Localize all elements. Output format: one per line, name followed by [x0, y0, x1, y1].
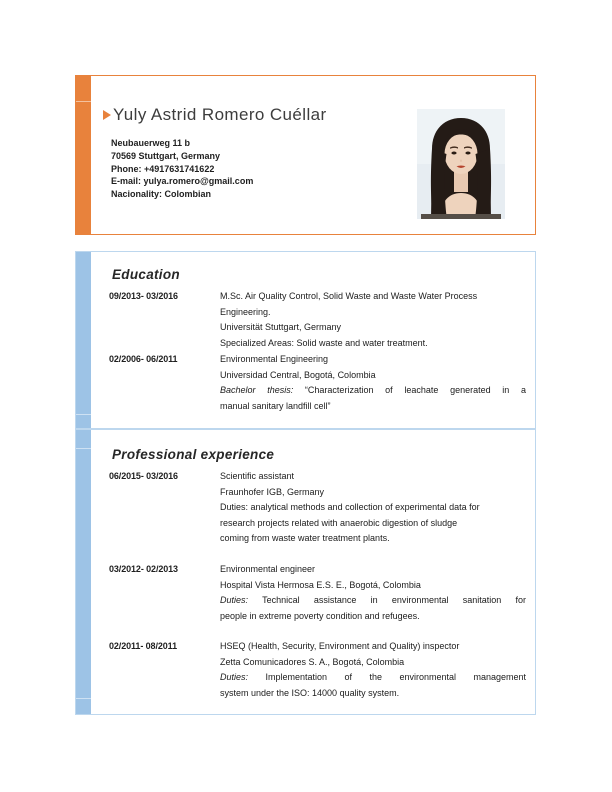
text-line: Environmental Engineering	[220, 354, 329, 364]
education-entry	[109, 289, 526, 351]
education-heading: Education	[112, 267, 180, 282]
experience-entry	[109, 562, 526, 624]
entry-date: 06/2015- 03/2016	[109, 471, 178, 481]
text-line: manual sanitary landfill cell”	[220, 400, 331, 411]
entry-details	[220, 289, 526, 351]
entry-date: 02/2006- 06/2011	[109, 354, 178, 364]
bar-seam	[76, 448, 91, 449]
address-line-2: 70569 Stuttgart, Germany	[111, 150, 221, 161]
education-accent-bar	[76, 252, 91, 428]
text-line: Universität Stuttgart, Germany	[220, 322, 342, 332]
text-line: Zetta Comunicadores S. A., Bogotá, Colombia	[220, 656, 405, 667]
experience-section	[75, 429, 536, 715]
text-line: Scientific assistant	[220, 471, 295, 481]
text-line: Duties: Implementation of the environmental management	[220, 672, 526, 682]
address-line-1: Neubauerweg 11 b	[111, 138, 191, 148]
text-line: system under the ISO: 14000 quality system.	[220, 687, 400, 698]
text-line: Duties: analytical methods and collection of experimental data for	[220, 502, 480, 512]
entry-details	[220, 639, 526, 701]
email-line: E-mail: yulya.romero@gmail.com	[111, 176, 254, 187]
text-line: Bachelor thesis: “Characterization of leachate generated in a	[220, 385, 526, 395]
bar-seam	[76, 414, 91, 415]
text-line: Specialized Areas: Solid waste and water treatment.	[220, 337, 428, 348]
contact-block	[111, 137, 253, 201]
education-section	[75, 251, 536, 429]
experience-entry	[109, 469, 526, 547]
phone-line: Phone: +4917631741622	[111, 163, 215, 174]
text-line: Fraunhofer IGB, Germany	[220, 486, 325, 497]
entry-details	[220, 562, 526, 624]
text-line: coming from waste water treatment plants.	[220, 533, 390, 543]
page-title: Yuly Astrid Romero Cuéllar	[113, 105, 327, 124]
text-line: HSEQ (Health, Security, Environment and Quality) inspector	[220, 641, 460, 651]
bar-seam	[76, 101, 91, 102]
text-line: Engineering.	[220, 306, 271, 317]
header-accent-bar	[76, 76, 91, 234]
header-box	[75, 75, 536, 235]
entry-date: 02/2011- 08/2011	[109, 641, 177, 651]
text-line: Environmental engineer	[220, 564, 316, 574]
text-line: Hospital Vista Hermosa E.S. E., Bogotá, Colombia	[220, 579, 421, 590]
entry-details	[220, 469, 526, 547]
experience-accent-bar	[76, 430, 91, 714]
entry-date: 03/2012- 02/2013	[109, 564, 178, 574]
text-line: people in extreme poverty condition and refugees.	[220, 610, 420, 621]
nationality-line: Nacionality: Colombian	[111, 189, 212, 200]
education-entry	[109, 352, 526, 414]
text-line: Universidad Central, Bogotá, Colombia	[220, 369, 376, 380]
right-triangle-icon	[103, 110, 111, 120]
entry-details	[220, 352, 526, 414]
portrait-photo	[417, 109, 505, 219]
name-title-row	[103, 105, 327, 125]
text-line: Duties: Technical assistance in environmental sanitation for	[220, 595, 526, 605]
bar-seam	[76, 698, 91, 699]
text-line: M.Sc. Air Quality Control, Solid Waste and Waste Water Process	[220, 291, 478, 301]
experience-entry	[109, 639, 526, 701]
entry-date: 09/2013- 03/2016	[109, 291, 178, 301]
text-line: research projects related with anaerobic digestion of sludge	[220, 517, 458, 528]
experience-heading: Professional experience	[112, 447, 275, 462]
